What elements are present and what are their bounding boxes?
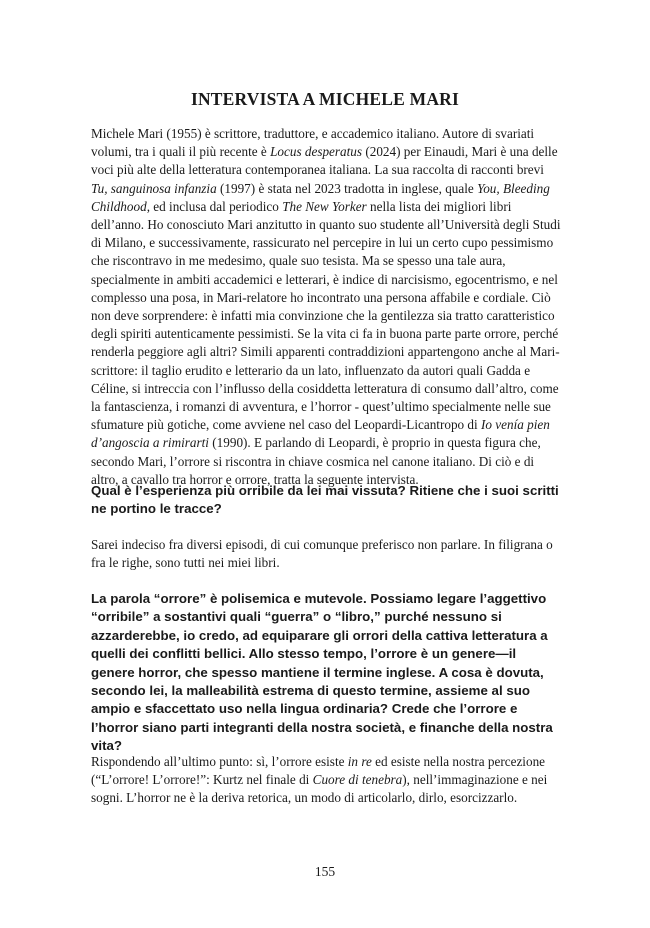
answer-1: Sarei indeciso fra diversi episodi, di cui comunque preferisco non parlare. In filigrana o fra le righe, sono tutti nei miei libri. xyxy=(91,537,553,571)
italic-title: You, Bleeding Childhood xyxy=(91,180,550,214)
question-2: La parola “orrore” è polisemica e mutevole. Possiamo legare l’aggettivo “orribile” a sostantivi quali “guerra” o “libro,” purché nessuno si azzarderebbe, io credo, ad equiparare gli orrori della cattiva letteratura a quelli dei conflitti bellici. Allo stesso tempo, l’orrore è un genere—il genere horror, che spesso mantiene il termine inglese. A cosa è dovuta, secondo lei, la malleabilità estrema di questo termine, assieme al suo ampio e sfaccettato uso nella lingua ordinaria? Crede che l’orrore e l’horror siano parti integranti della nostra società, e finanche della nostra vita? xyxy=(91,591,553,754)
page-title: INTERVISTA A MICHELE MARI xyxy=(190,89,460,109)
italic-title: Cuore di tenebra xyxy=(312,772,403,788)
italic-title: The New Yorker xyxy=(282,198,367,214)
italic-title: in re xyxy=(347,754,372,769)
italic-title: Io venía pien d’angoscia a rimirarti xyxy=(91,417,550,451)
question-1: Qual è l’esperienza più orribile da lei mai vissuta? Ritiene che i suoi scritti ne portino le tracce? xyxy=(91,483,559,517)
italic-title: Tu, sanguinosa infanzia xyxy=(91,180,217,196)
italic-title: Locus desperatus xyxy=(270,144,363,160)
page-number: 155 xyxy=(314,864,336,879)
answer-2: Rispondendo all’ultimo punto: sì, l’orrore esiste in re ed esiste nella nostra percezione (“L’orrore! L’orrore!”: Kurtz nel finale di Cuore di tenebra), nell’immaginazione e nei sogni. L’horror ne è la deriva retorica, un modo di articolarlo, dirlo, esorcizzarlo. xyxy=(91,754,548,806)
intro-paragraph: Michele Mari (1955) è scrittore, traduttore, e accademico italiano. Autore di svariati volumi, tra i quali il più recente è Locus desperatus (2024) per Einaudi, Mari è una delle voci più alte della letteratura contemporanea italiana. La sua raccolta di racconti brevi Tu, sanguinosa infanzia (1997) è stata nel 2023 tradotta in inglese, quale You, Bleeding Childhood, ed inclusa dal periodico The New Yorker nella lista dei migliori libri dell’anno. Ho conosciuto Mari anzitutto in quanto suo studente all’Università degli Studi di Milano, e successivamente, rassicurato nel percepire in lui un certo cupo pessimismo che riscontravo in me medesimo, quale suo tesista. Ma se spesso una tale aura, specialmente in ambiti accademici e letterari, è indice di narcisismo, egocentrismo, e nel complesso una posa, in Mari-relatore ho incontrato una persona affabile e cordiale. Ciò non deve sorprendere: è infatti mia convinzione che la gentilezza sia tratto caratteristico degli spiriti autenticamente pessimisti. Se la vita ci fa in buona parte parte orrore, perché renderla peggiore agli altri? Simili apparenti contraddizioni appartengono anche al Mari-scrittore: il taglio erudito e letterario da un lato, influenzato da autori quali Gadda e Céline, si intreccia con l’influsso della cosiddetta letteratura di consumo dall’altro, come la fantascienza, i romanzi di avventura, e l’horror - quest’ultimo specialmente nelle sue sfumature più gotiche, come avviene nel caso del Leopardi-Licantropo di Io venía pien d’angoscia a rimirarti (1990). E parlando di Leopardi, è proprio in questa figura che, secondo Mari, l’orrore si riscontra in chiave cosmica nel canone italiano. Di ciò e di altro, a cavallo tra horror e orrore, tratta la seguente intervista. xyxy=(91,126,561,487)
